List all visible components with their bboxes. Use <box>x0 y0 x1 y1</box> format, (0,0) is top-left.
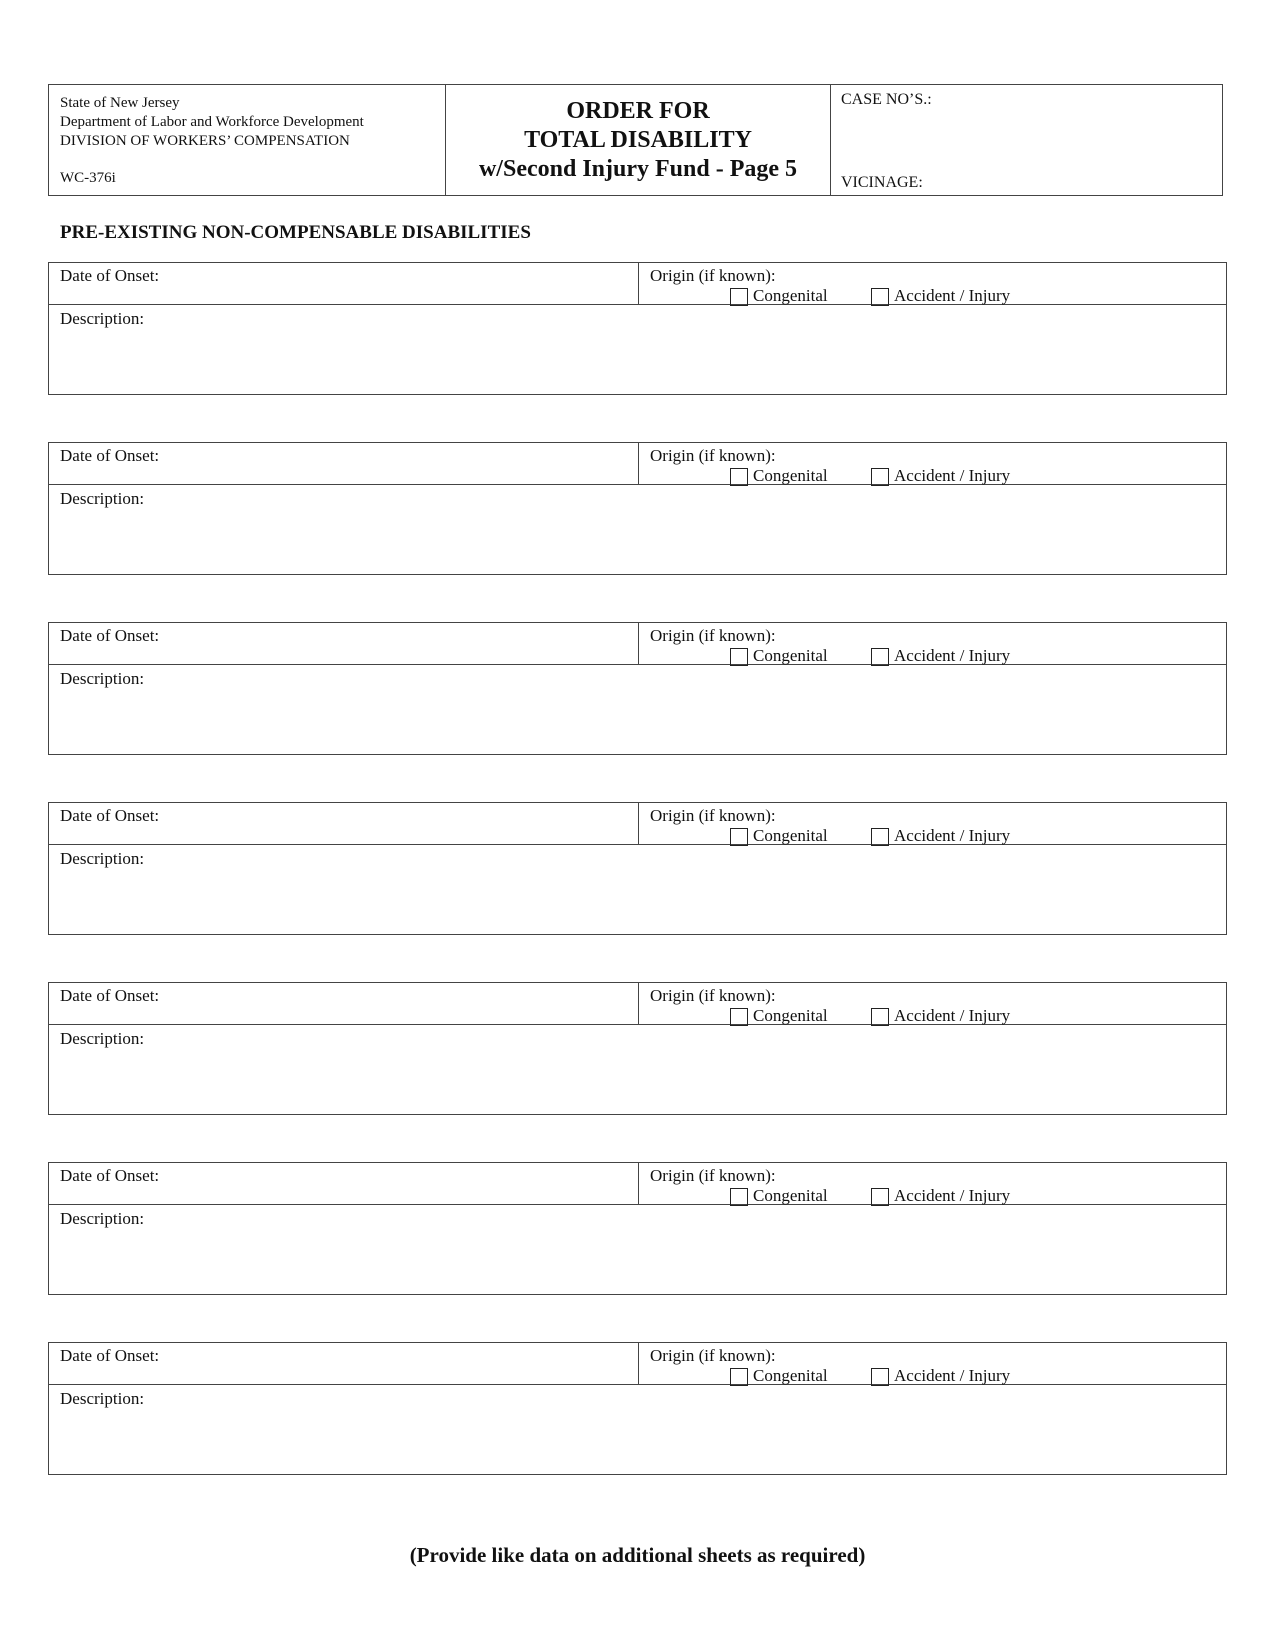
entry-top-row <box>49 623 1226 665</box>
congenital-label: Congenital <box>753 1006 828 1025</box>
description-field[interactable] <box>49 485 1226 509</box>
origin-field <box>639 263 1226 304</box>
disability-entry <box>48 622 1227 755</box>
congenital-checkbox-option[interactable] <box>730 466 828 486</box>
accident-injury-checkbox[interactable] <box>871 1188 889 1206</box>
accident-checkbox-option[interactable] <box>871 1186 1010 1206</box>
congenital-checkbox[interactable] <box>730 828 748 846</box>
title-line-2: TOTAL DISABILITY <box>524 126 752 153</box>
congenital-checkbox-option[interactable] <box>730 286 828 306</box>
description-label: Description: <box>60 1209 145 1228</box>
description-field[interactable] <box>49 1025 1226 1049</box>
disability-entry <box>48 1162 1227 1295</box>
congenital-checkbox-option[interactable] <box>730 826 828 846</box>
congenital-checkbox[interactable] <box>730 288 748 306</box>
congenital-checkbox[interactable] <box>730 1368 748 1386</box>
description-label: Description: <box>60 849 145 868</box>
date-of-onset-field[interactable] <box>49 263 639 304</box>
congenital-checkbox-option[interactable] <box>730 1186 828 1206</box>
congenital-label: Congenital <box>753 1186 828 1205</box>
entry-top-row <box>49 443 1226 485</box>
entry-top-row <box>49 803 1226 845</box>
origin-label: Origin (if known): <box>650 1166 776 1185</box>
agency-info <box>49 85 446 195</box>
date-of-onset-field[interactable] <box>49 803 639 844</box>
origin-label: Origin (if known): <box>650 446 776 465</box>
description-label: Description: <box>60 669 145 688</box>
date-of-onset-field[interactable] <box>49 1343 639 1384</box>
description-label: Description: <box>60 309 145 328</box>
title-line-1: ORDER FOR <box>566 97 710 124</box>
accident-injury-label: Accident / Injury <box>894 1006 1011 1025</box>
accident-checkbox-option[interactable] <box>871 286 1010 306</box>
case-numbers-label: CASE NO’S.: <box>841 91 932 108</box>
accident-injury-label: Accident / Injury <box>894 646 1011 665</box>
description-field[interactable] <box>49 1205 1226 1229</box>
origin-label: Origin (if known): <box>650 1346 776 1365</box>
accident-injury-checkbox[interactable] <box>871 828 889 846</box>
congenital-checkbox-option[interactable] <box>730 646 828 666</box>
congenital-checkbox[interactable] <box>730 468 748 486</box>
section-title: PRE-EXISTING NON-COMPENSABLE DISABILITIES <box>60 222 531 243</box>
accident-injury-checkbox[interactable] <box>871 1008 889 1026</box>
description-field[interactable] <box>49 305 1226 329</box>
entry-top-row <box>49 263 1226 305</box>
congenital-checkbox[interactable] <box>730 648 748 666</box>
date-of-onset-label: Date of Onset: <box>60 1346 160 1365</box>
vicinage-label: VICINAGE: <box>841 174 923 191</box>
state-name: State of New Jersey <box>60 95 180 111</box>
description-label: Description: <box>60 489 145 508</box>
disability-entry <box>48 262 1227 395</box>
congenital-label: Congenital <box>753 466 828 485</box>
accident-checkbox-option[interactable] <box>871 1006 1010 1026</box>
congenital-label: Congenital <box>753 1366 828 1385</box>
congenital-checkbox-option[interactable] <box>730 1006 828 1026</box>
form-title <box>446 85 831 195</box>
entry-top-row <box>49 1163 1226 1205</box>
date-of-onset-label: Date of Onset: <box>60 626 160 645</box>
accident-injury-checkbox[interactable] <box>871 1368 889 1386</box>
description-label: Description: <box>60 1029 145 1048</box>
congenital-label: Congenital <box>753 286 828 305</box>
date-of-onset-field[interactable] <box>49 983 639 1024</box>
date-of-onset-field[interactable] <box>49 443 639 484</box>
disability-entry <box>48 442 1227 575</box>
accident-injury-checkbox[interactable] <box>871 468 889 486</box>
origin-field <box>639 623 1226 664</box>
accident-injury-label: Accident / Injury <box>894 1366 1011 1385</box>
congenital-checkbox[interactable] <box>730 1008 748 1026</box>
accident-injury-label: Accident / Injury <box>894 466 1011 485</box>
date-of-onset-label: Date of Onset: <box>60 986 160 1005</box>
origin-label: Origin (if known): <box>650 806 776 825</box>
accident-checkbox-option[interactable] <box>871 1366 1010 1386</box>
origin-field <box>639 983 1226 1024</box>
congenital-checkbox-option[interactable] <box>730 1366 828 1386</box>
footer-note: (Provide like data on additional sheets as required) <box>409 1543 866 1567</box>
description-field[interactable] <box>49 1385 1226 1409</box>
date-of-onset-label: Date of Onset: <box>60 806 160 825</box>
congenital-checkbox[interactable] <box>730 1188 748 1206</box>
date-of-onset-field[interactable] <box>49 623 639 664</box>
date-of-onset-label: Date of Onset: <box>60 446 160 465</box>
accident-injury-label: Accident / Injury <box>894 1186 1011 1205</box>
origin-field <box>639 1163 1226 1204</box>
accident-checkbox-option[interactable] <box>871 466 1010 486</box>
date-of-onset-label: Date of Onset: <box>60 266 160 285</box>
date-of-onset-field[interactable] <box>49 1163 639 1204</box>
division-name: DIVISION OF WORKERS’ COMPENSATION <box>60 133 350 149</box>
accident-injury-label: Accident / Injury <box>894 286 1011 305</box>
origin-label: Origin (if known): <box>650 266 776 285</box>
date-of-onset-label: Date of Onset: <box>60 1166 160 1185</box>
entry-top-row <box>49 983 1226 1025</box>
form-header <box>48 84 1223 196</box>
accident-injury-checkbox[interactable] <box>871 648 889 666</box>
form-number: WC-376i <box>60 170 116 186</box>
origin-field <box>639 443 1226 484</box>
origin-label: Origin (if known): <box>650 626 776 645</box>
accident-injury-label: Accident / Injury <box>894 826 1011 845</box>
entry-top-row <box>49 1343 1226 1385</box>
accident-injury-checkbox[interactable] <box>871 288 889 306</box>
title-line-3: w/Second Injury Fund - Page 5 <box>478 155 798 182</box>
disability-entry <box>48 1342 1227 1475</box>
origin-field <box>639 803 1226 844</box>
congenital-label: Congenital <box>753 646 828 665</box>
department-name: Department of Labor and Workforce Development <box>60 114 364 130</box>
origin-field <box>639 1343 1226 1384</box>
description-field[interactable] <box>49 845 1226 869</box>
description-label: Description: <box>60 1389 145 1408</box>
congenital-label: Congenital <box>753 826 828 845</box>
disability-entry <box>48 802 1227 935</box>
description-field[interactable] <box>49 665 1226 689</box>
accident-checkbox-option[interactable] <box>871 646 1010 666</box>
accident-checkbox-option[interactable] <box>871 826 1010 846</box>
case-info[interactable] <box>831 85 1222 195</box>
origin-label: Origin (if known): <box>650 986 776 1005</box>
disability-entry <box>48 982 1227 1115</box>
